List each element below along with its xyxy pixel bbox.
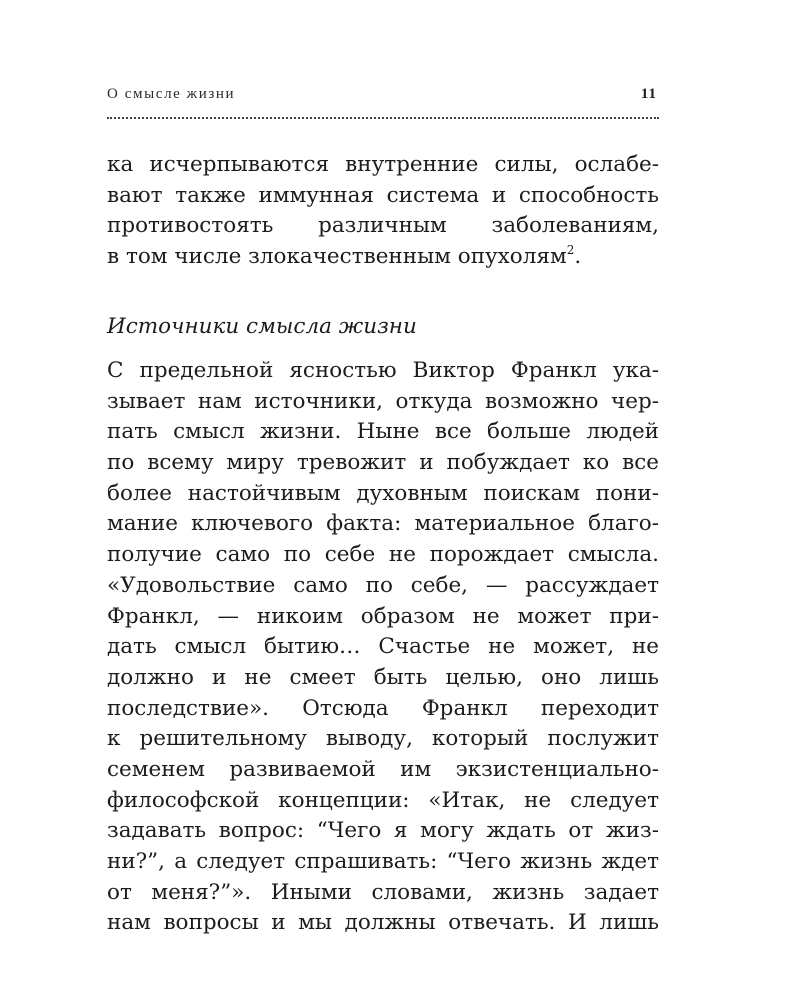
text-line: задавать вопрос: “Чего я могу ждать от жиз- <box>107 818 659 844</box>
text-line: должно и не смеет быть целью, оно лишь <box>107 664 659 690</box>
dotted-divider <box>107 117 659 119</box>
running-head <box>107 86 659 112</box>
footnote-reference: 2 <box>566 243 575 258</box>
text-line: С предельной ясностью Виктор Франкл ука- <box>107 358 659 383</box>
text-line: дать смысл бытию… Счастье не может, не <box>107 634 659 660</box>
text-line: мание ключевого факта: материальное благо- <box>107 511 659 537</box>
text-line: более настойчивым духовным поискам пони- <box>107 480 659 506</box>
text-line: от меня?”». Иными словами, жизнь задает <box>107 879 659 905</box>
text-line: к решительному выводу, который послужит <box>107 726 659 752</box>
text-line: «Удовольствие само по себе, — рассуждает <box>107 572 659 598</box>
text-line: нам вопросы и мы должны отвечать. И лишь <box>107 910 659 936</box>
sentence-end: . <box>574 244 582 270</box>
text-line: философской концепции: «Итак, не следует <box>107 787 659 813</box>
running-title: О смысле жизни <box>107 86 236 102</box>
text-line: ни?”, а следует спрашивать: “Чего жизнь ждет <box>107 849 659 874</box>
section-heading: Источники смысла жизни <box>107 314 417 339</box>
text-line: вают также иммунная система и способность <box>107 182 659 208</box>
text-line: пать смысл жизни. Ныне все больше людей <box>107 419 659 445</box>
text-line-content: в том числе злокачественным опухолям <box>107 244 567 270</box>
paragraph-body <box>107 356 659 939</box>
text-line: последствие». Отсюда Франкл переходит <box>107 695 659 721</box>
paragraph-continued <box>107 150 659 273</box>
text-line: семенем развиваемой им экзистенциально- <box>107 756 659 782</box>
page-number: 11 <box>640 86 657 102</box>
text-line: противостоять различным заболеваниям, <box>107 213 659 239</box>
text-line: получие само по себе не порождает смысла. <box>107 542 659 568</box>
text-line: ка исчерпываются внутренние силы, ослабе- <box>107 152 659 177</box>
text-line: Франкл, — никоим образом не может при- <box>107 603 659 629</box>
text-line: по всему миру тревожит и побуждает ко все <box>107 450 659 476</box>
text-line: зывает нам источники, откуда возможно чер- <box>107 388 659 414</box>
text-line-last <box>107 242 659 273</box>
